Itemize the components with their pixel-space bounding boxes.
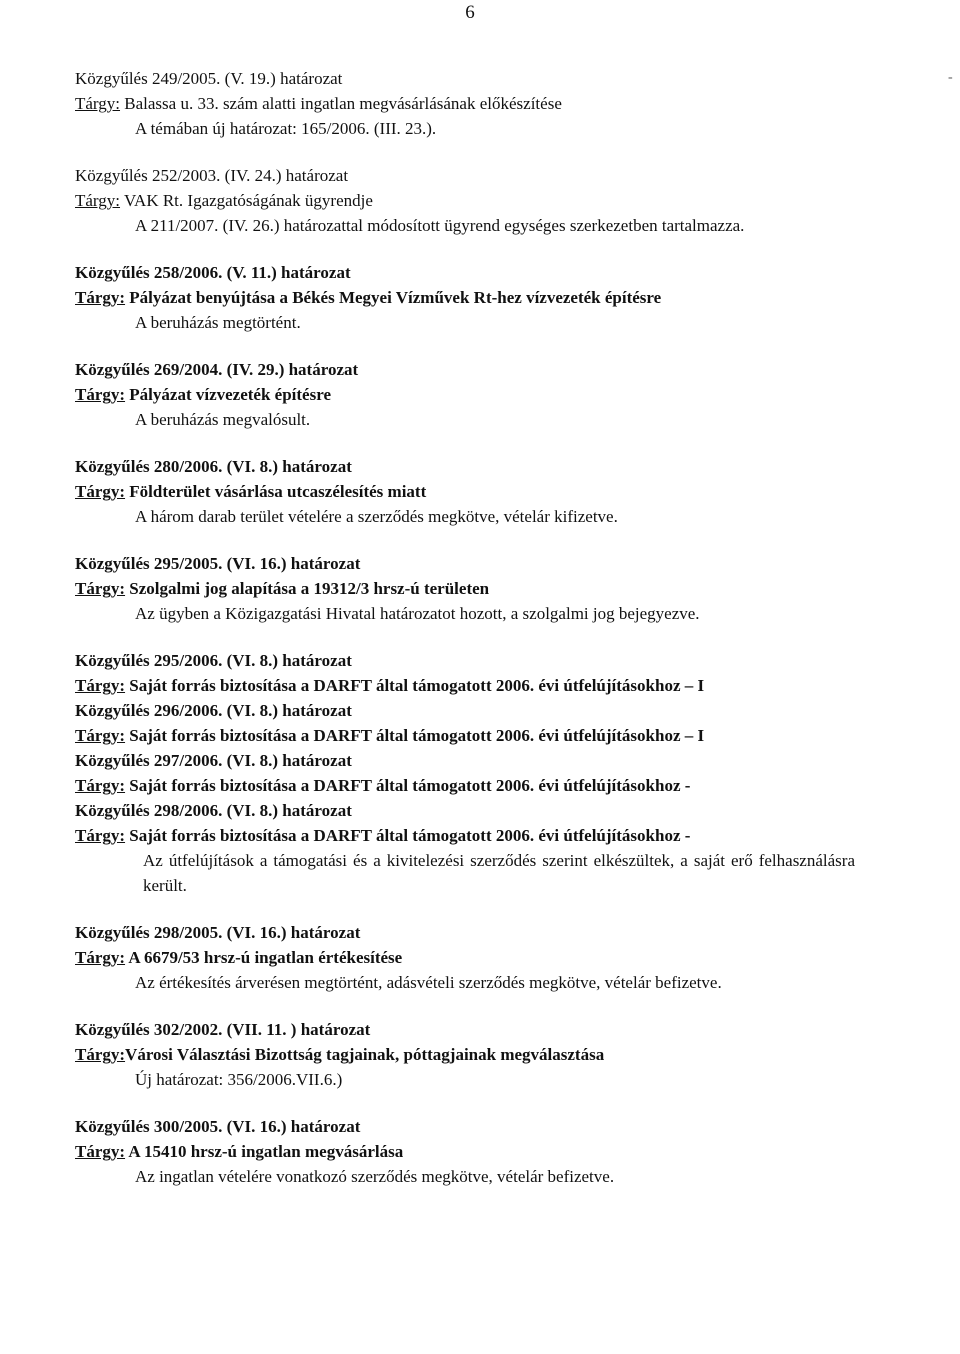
resolution-entry bbox=[75, 551, 875, 626]
subject-line bbox=[75, 945, 875, 970]
resolution-entry bbox=[75, 66, 875, 141]
subject-text: Saját forrás biztosítása a DARFT által támogatott 2006. évi útfelújításokhoz – I bbox=[125, 726, 705, 745]
subject-text: A 15410 hrsz-ú ingatlan megvásárlása bbox=[125, 1142, 404, 1161]
subject-text: Saját forrás biztosítása a DARFT által támogatott 2006. évi útfelújításokhoz – I bbox=[125, 676, 705, 695]
resolution-entry bbox=[75, 163, 875, 238]
subject-line bbox=[75, 382, 875, 407]
resolution-entry bbox=[75, 454, 875, 529]
resolution-note: Az ingatlan vételére vonatkozó szerződés megkötve, vételár befizetve. bbox=[135, 1167, 615, 1186]
resolution-header: Közgyűlés 258/2006. (V. 11.) határozat bbox=[75, 263, 351, 282]
subject-text: Pályázat vízvezeték építésre bbox=[125, 385, 332, 404]
resolution-note: Az értékesítés árverésen megtörtént, adásvételi szerződés megkötve, vételár befizetve. bbox=[135, 973, 722, 992]
resolution-header: Közgyűlés 295/2005. (VI. 16.) határozat bbox=[75, 554, 361, 573]
subject-label: Tárgy: bbox=[75, 776, 126, 795]
subject-line bbox=[75, 1042, 875, 1067]
subject-text: A 6679/53 hrsz-ú ingatlan értékesítése bbox=[125, 948, 403, 967]
resolution-entry bbox=[75, 748, 875, 798]
resolution-header: Közgyűlés 295/2006. (VI. 8.) határozat bbox=[75, 651, 352, 670]
resolution-note: Az ügyben a Közigazgatási Hivatal határozatot hozott, a szolgalmi jog bejegyezve. bbox=[135, 604, 700, 623]
resolution-header: Közgyűlés 280/2006. (VI. 8.) határozat bbox=[75, 457, 352, 476]
subject-text: Saját forrás biztosítása a DARFT által támogatott 2006. évi útfelújításokhoz - bbox=[125, 776, 691, 795]
resolution-note: Új határozat: 356/2006.VII.6.) bbox=[135, 1070, 343, 1089]
resolution-header: Közgyűlés 249/2005. (V. 19.) határozat bbox=[75, 69, 343, 88]
subject-line bbox=[75, 91, 875, 116]
corner-mark: - bbox=[948, 70, 953, 85]
subject-text: VAK Rt. Igazgatóságának ügyrendje bbox=[120, 191, 373, 210]
subject-label: Tárgy: bbox=[75, 948, 126, 967]
subject-text: Pályázat benyújtása a Békés Megyei Vízművek Rt-hez vízvezeték építésre bbox=[125, 288, 662, 307]
subject-label: Tárgy: bbox=[75, 726, 126, 745]
resolution-header: Közgyűlés 300/2005. (VI. 16.) határozat bbox=[75, 1117, 361, 1136]
subject-label: Tárgy: bbox=[75, 826, 126, 845]
subject-text: Szolgalmi jog alapítása a 19312/3 hrsz-ú területen bbox=[125, 579, 490, 598]
subject-text: Balassa u. 33. szám alatti ingatlan megvásárlásának előkészítése bbox=[120, 94, 562, 113]
subject-label: Tárgy: bbox=[75, 482, 126, 501]
resolution-header: Közgyűlés 269/2004. (IV. 29.) határozat bbox=[75, 360, 359, 379]
subject-label: Tárgy: bbox=[75, 288, 126, 307]
resolution-note: A három darab terület vételére a szerződés megkötve, vételár kifizetve. bbox=[135, 507, 618, 526]
subject-text: Földterület vásárlása utcaszélesítés miatt bbox=[125, 482, 427, 501]
resolution-entry bbox=[75, 1017, 875, 1092]
resolution-entry bbox=[75, 357, 875, 432]
resolution-entry bbox=[75, 260, 875, 335]
resolution-list bbox=[75, 66, 875, 1211]
resolution-header: Közgyűlés 296/2006. (VI. 8.) határozat bbox=[75, 701, 352, 720]
subject-line bbox=[75, 188, 875, 213]
subject-label: Tárgy: bbox=[75, 191, 121, 210]
resolution-header: Közgyűlés 297/2006. (VI. 8.) határozat bbox=[75, 751, 352, 770]
resolution-note: Az útfelújítások a támogatási és a kivitelezési szerződés szerint elkészültek, a saját erő felhasználásra került. bbox=[143, 851, 855, 895]
subject-label: Tárgy: bbox=[75, 385, 126, 404]
resolution-entry bbox=[75, 798, 875, 898]
subject-label: Tárgy: bbox=[75, 579, 126, 598]
subject-text: Saját forrás biztosítása a DARFT által támogatott 2006. évi útfelújításokhoz - bbox=[125, 826, 691, 845]
resolution-note: A beruházás megvalósult. bbox=[135, 410, 311, 429]
subject-line bbox=[75, 723, 875, 748]
resolution-header: Közgyűlés 298/2006. (VI. 8.) határozat bbox=[75, 801, 352, 820]
resolution-entry bbox=[75, 648, 875, 698]
subject-line bbox=[75, 773, 875, 798]
resolution-note: A 211/2007. (IV. 26.) határozattal módosított ügyrend egységes szerkezetben tartalmazza. bbox=[135, 216, 745, 235]
subject-line bbox=[75, 673, 875, 698]
subject-line bbox=[75, 479, 875, 504]
resolution-note: A beruházás megtörtént. bbox=[135, 313, 301, 332]
resolution-entry bbox=[75, 698, 875, 748]
resolution-header: Közgyűlés 252/2003. (IV. 24.) határozat bbox=[75, 166, 349, 185]
page-number: 6 bbox=[465, 2, 475, 23]
subject-line bbox=[75, 576, 875, 601]
resolution-entry bbox=[75, 1114, 875, 1189]
resolution-header: Közgyűlés 302/2002. (VII. 11. ) határozat bbox=[75, 1020, 371, 1039]
subject-label: Tárgy: bbox=[75, 676, 126, 695]
subject-label: Tárgy: bbox=[75, 94, 121, 113]
subject-label: Tárgy: bbox=[75, 1142, 126, 1161]
subject-line bbox=[75, 823, 875, 848]
subject-line bbox=[75, 1139, 875, 1164]
resolution-note: A témában új határozat: 165/2006. (III. 23.). bbox=[135, 119, 437, 138]
subject-text: Városi Választási Bizottság tagjainak, póttagjainak megválasztása bbox=[125, 1045, 605, 1064]
resolution-header: Közgyűlés 298/2005. (VI. 16.) határozat bbox=[75, 923, 361, 942]
subject-line bbox=[75, 285, 875, 310]
resolution-entry bbox=[75, 920, 875, 995]
subject-label: Tárgy: bbox=[75, 1045, 126, 1064]
